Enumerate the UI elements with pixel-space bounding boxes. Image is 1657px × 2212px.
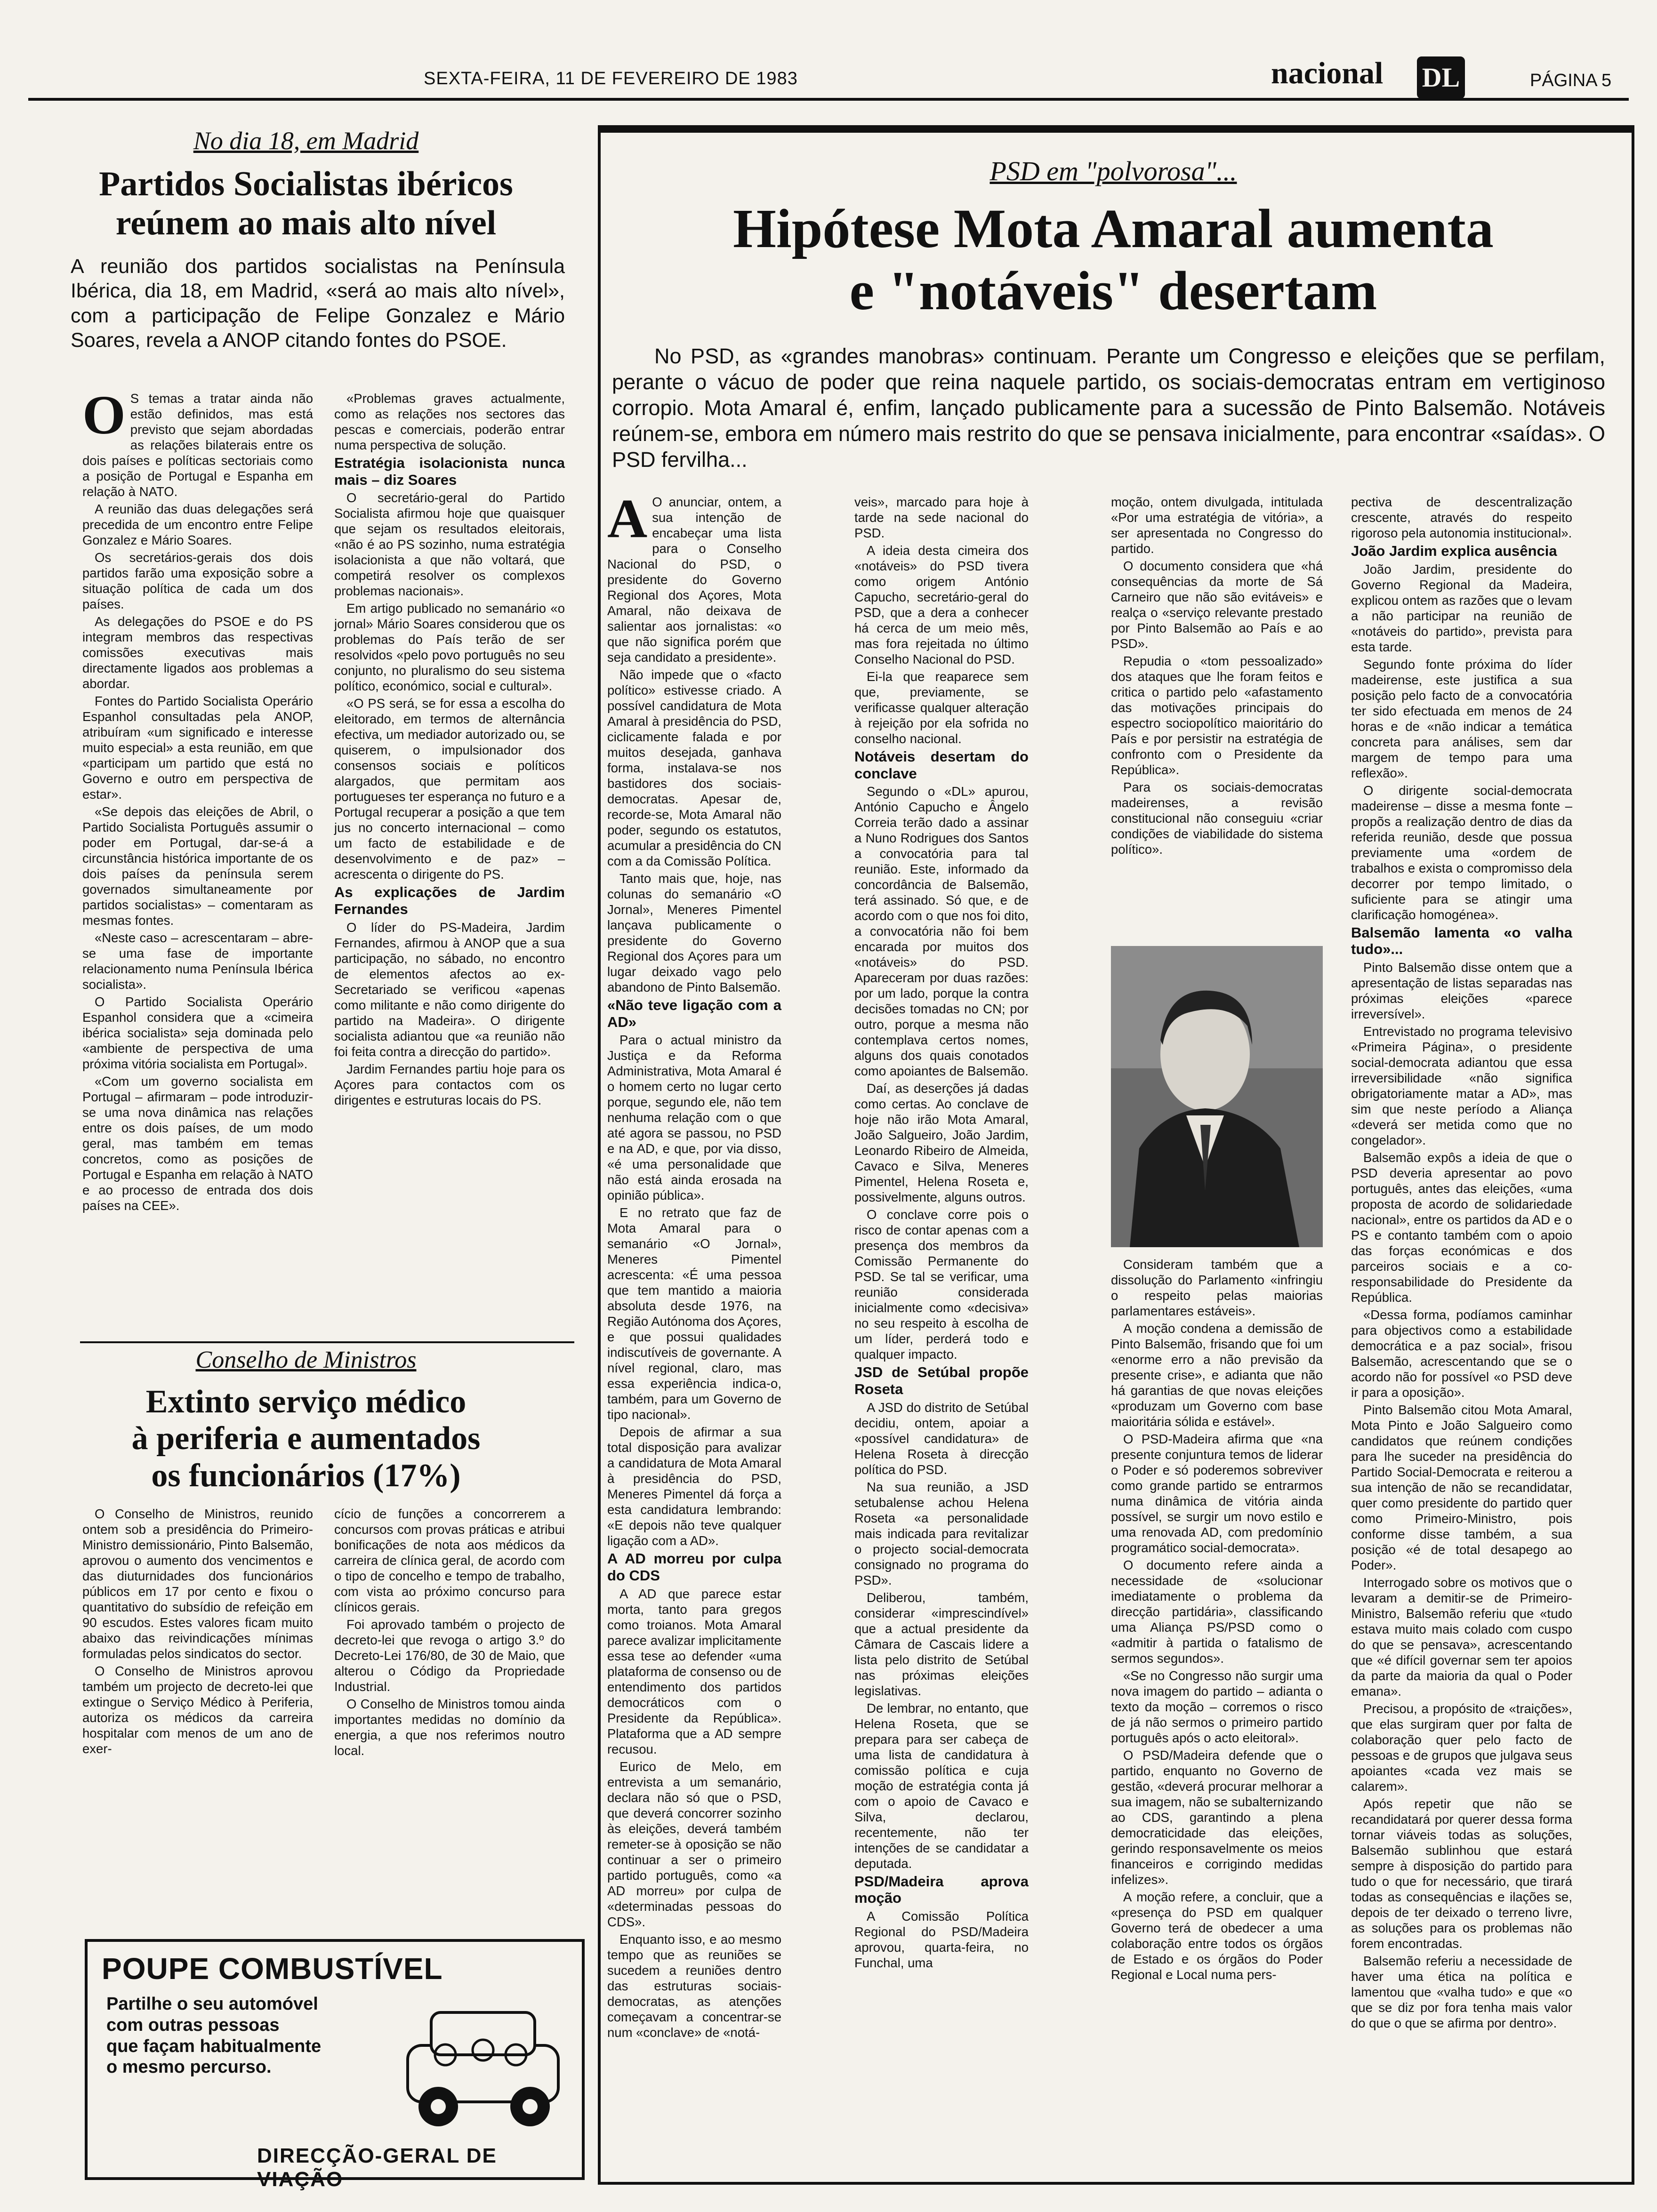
paragraph: O PSD/Madeira defende que o partido, enquanto no Governo de gestão, «deverá procurar melhorar a sua imagem, não se subalternizando ao CDS, garantindo a plena democraticidade das eleições, gerindo responsavelmente os meios financeiros e corrigindo medidas infelizes». xyxy=(1111,1748,1323,1887)
article3-subhead-ad: «Não teve ligação com a AD» xyxy=(607,997,781,1030)
advert-body: Partilhe o seu automóvel com outras pessoas que façam habitualmente o mesmo percurso. xyxy=(106,1994,322,2077)
paragraph: Tanto mais que, hoje, nas colunas do semanário «O Jornal», Meneres Pimentel lançava publicamente o presidente do Governo Regional dos Açores para um lugar deixado vago pelo abandono de Pinto Balsemão. xyxy=(607,871,781,994)
article1-headline-line1: Partidos Socialistas ibéricos xyxy=(99,165,513,203)
article1-kicker: No dia 18, em Madrid xyxy=(193,127,419,155)
advert-footer: DIRECÇÃO-GERAL DE VIAÇÃO xyxy=(257,2144,497,2191)
car-cartoon-icon xyxy=(394,1984,572,2140)
paragraph: «O PS será, se for essa a escolha do eleitorado, em termos de alternância efectiva, um mediador autorizado ou, se quiserem, o impulsionador dos consensos sociais e políticos alargados, que permitam aos portugueses ter esperança no futuro e a Portugal recuperar a posição a que tem jus no concerto internacional – como um facto de estabilidade e de desenvolvimento e de paz» – acrescenta o dirigente do PS. xyxy=(334,696,565,882)
advert-title: POUPE COMBUSTÍVEL xyxy=(102,1952,443,1986)
paragraph: As delegações do PSOE e do PS integram membros das respectivas comissões executivas mais directamente ligados aos problemas a abordar. xyxy=(82,614,313,691)
paragraph: Para os sociais-democratas madeirenses, a revisão constitucional não conseguiu «criar condições de viabilidade do sistema político». xyxy=(1111,780,1323,857)
paragraph: «Neste caso – acrescentaram – abre-se uma fase de importante relacionamento numa Península Ibérica socialista». xyxy=(82,930,313,992)
paragraph: Balsemão referiu a necessidade de haver uma ética na política e lamentou que «valha tudo» e que «o que se diz por fora tenha mais valor do que o que se afirma por dentro». xyxy=(1351,1953,1572,2030)
paragraph: João Jardim, presidente do Governo Regional da Madeira, explicou ontem as razões que o levam a não participar na reunião de «notáveis do partido», prevista para esta tarde. xyxy=(1351,561,1572,654)
paragraph: De lembrar, no entanto, que Helena Roseta, que se prepara para ser cabeça de uma lista de candidatura à comissão política e cuja moção de estratégia conta já com o apoio de Cavaco e Silva, declarou, recentemente, não ter intenções de se candidatar a deputada. xyxy=(854,1700,1029,1871)
paragraph: veis», marcado para hoje à tarde na sede nacional do PSD. xyxy=(854,495,1029,540)
article1-headline xyxy=(28,165,584,243)
article2-headline-line2: à periferia e aumentados xyxy=(131,1420,481,1457)
paragraph: A moção refere, a concluir, que a «presença do PSD em qualquer Governo terá de obedecer a uma colaboração entre todos os órgãos de Estado e os órgãos do Poder Regional e Local numa pers- xyxy=(1111,1890,1323,1982)
paragraph: Após repetir que não se recandidatará por querer dessa forma tornar viáveis todas as soluções, Balsemão sublinhou que estará sempre à disposição do partido para tudo o que for necessário, que tirará todas as consequências e ilações se, depois de ter deixado o terreno livre, as soluções para os problemas não forem encontradas. xyxy=(1351,1796,1572,1951)
article1-column2 xyxy=(334,391,565,1110)
paragraph: Jardim Fernandes partiu hoje para os Açores para contactos com os dirigentes e estruturas locais do PS. xyxy=(334,1061,565,1107)
article3-column4 xyxy=(1351,494,1572,2033)
article1-column1: O S temas a tratar ainda não estão definidos, mas está previsto que sejam abordadas as relações bilaterais entre os dois países e políticas sectoriais como a posição de Portugal e Espanha em relação à NATO. A reunião das duas delegações será precedida de um encontro entre Felipe Gonzalez e Mário Soares. Os secretários-gerais dos dois partidos farão uma exposição sobre a situação política de cada um dos países. As delegações do PSOE e do PS integram membros das respectivas comissões executivas mais directamente ligados aos problemas a abordar. Fontes do Partido Socialista Operário Espanhol consultadas pela ANOP, atribuíram «um significado e interesse muito especial» a esta reunião, em que «participam um partido que está no Governo e outro em perspectiva de estar». «Se depois das eleições de Abril, o Partido Socialista Português assumir o poder em Portugal, dar-se-á a circunstância histórica importante de os dois países da península serem governados simultaneamente por partidos socialistas» – comentaram as mesmas fontes. «Neste caso – acrescentaram – abre-se uma fase de importante relacionamento numa Península Ibérica socialista». O Partido Socialista Operário Espanhol considera que a «cimeira ibérica socialista» seja dominada pelo «ambiente de perspectiva de uma próxima vitória socialista em Portugal». «Com um governo socialista em Portugal – afirmaram – pode introduzir-se uma nova dinâmica nas relações entre os dois países, de um modo geral, mas também em temas concretos, como as posições de Portugal e Espanha em relação à NATO e ao processo de entrada dos dois países na CEE». xyxy=(82,384,313,1213)
paragraph: Ei-la que reaparece sem que, previamente, se verificasse qualquer alteração à rejeição por ela sofrida no conselho nacional. xyxy=(854,669,1029,746)
paragraph: O líder do PS-Madeira, Jardim Fernandes, afirmou à ANOP que a sua participação, no sábado, no encontro de elementos afectos ao ex-Secretariado se verificou «apenas como militante e não como dirigente do partido na Madeira». O dirigente socialista adiantou que «a reunião não foi feita contra a direcção do partido». xyxy=(334,920,565,1059)
article-divider xyxy=(80,1341,574,1343)
newspaper-logo-icon: DL xyxy=(1417,56,1465,99)
article3-subhead-jardim: João Jardim explica ausência xyxy=(1351,543,1557,559)
article2-kicker: Conselho de Ministros xyxy=(195,1346,417,1373)
paragraph: O Conselho de Ministros, reunido ontem sob a presidência do Primeiro-Ministro demissionário, Pinto Balsemão, aprovou o aumento dos vencimentos e das diuturnidades dos funcionários públicos em 17 por cento e fixou o quantitativo do subsídio de refeição em 90 escudos. Estes valores ficam muito abaixo das reivindicações mínimas formuladas pelos sindicatos do sector. xyxy=(82,1507,313,1661)
article3-column3-top xyxy=(1111,494,1323,859)
paragraph: A reunião das duas delegações será precedida de um encontro entre Felipe Gonzalez e Mário Soares. xyxy=(82,502,313,547)
paragraph: Segundo fonte próxima do líder madeirense, este justifica a sua posição pelo facto de a convocatória ter sido efectuada em menos de 24 horas e de «não indicar a temática concreta para análises, sem dar margem de tempo para uma reflexão». xyxy=(1351,657,1572,780)
paragraph: O documento considera que «há consequências da morte de Sá Carneiro que não são evitáveis» e realça o «serviço relevante prestado por Pinto Balsemão ao País e ao PSD». xyxy=(1111,559,1323,651)
paragraph: Para o actual ministro da Justiça e da Reforma Administrativa, Mota Amaral é o homem certo no lugar certo porque, segundo ele, não tem nenhuma relação com o que até agora se passou, no PSD e na AD, e que, por via disso, «é uma personalidade que não está ainda erosada na opinião pública». xyxy=(607,1033,781,1203)
paragraph: O PSD-Madeira afirma que «na presente conjuntura temos de liderar o Poder e só poderemos sobreviver como grande partido se entrarmos numa dinâmica de vitória ainda possível, se surgir um novo estilo e uma renovada AD, com predomínio programático social-democrata». xyxy=(1111,1432,1323,1555)
article2-headline xyxy=(28,1384,584,1494)
paragraph: Em artigo publicado no semanário «o jornal» Mário Soares considerou que os problemas do País terão de ser resolvidos «pelo povo português no seu conjunto, no pluralismo do seu sistema político, económico, social e cultural». xyxy=(334,601,565,694)
paragraph: Segundo o «DL» apurou, António Capucho e Ângelo Correia terão dado a assinar a Nuno Rodrigues dos Santos a convocatória para tal reunião. Este, informado da concordância de Balsemão, terá assinado. Só que, e de acordo com o que nos foi dito, a convocatória não foi bem encarada por muitos dos «notáveis» do PSD. Apareceram por duas razões: por um lado, porque la contra decisões tomadas no CN; por outro, porque a mesma não contemplava certos nomes, alguns dos quais conotados como apoiantes de Balsemão. xyxy=(854,784,1029,1079)
article1-dropcap: O xyxy=(82,384,126,446)
paragraph: O conclave corre pois o risco de contar apenas com a presença dos membros da Comissão Permanente do PSD. Se tal se verificar, uma reunião considerada inicialmente como «decisiva» no seu respeito à escolha de um líder, perderá todo e qualquer impacto. xyxy=(854,1207,1029,1362)
paragraph: A AD que parece estar morta, tanto para gregos como troianos. Mota Amaral parece avalizar implicitamente essa tese ao defender «uma plataforma de consenso ou de entendimento dos partidos democráticos com o Presidente da República». Plataforma que a AD sempre recusou. xyxy=(607,1586,781,1756)
article1-lead: A reunião dos partidos socialistas na Península Ibérica, dia 18, em Madrid, «será ao mais alto nível», com a participação de Felipe Gonzalez e Mário Soares, revela a ANOP citando fontes do PSOE. xyxy=(71,255,565,352)
section-name: nacional xyxy=(1271,56,1384,90)
article3-kicker: PSD em "polvorosa"... xyxy=(989,156,1237,186)
paragraph: Foi aprovado também o projecto de decreto-lei que revoga o artigo 3.º do Decreto-Lei 176/80, de 30 de Maio, que alterou o Código da Propriedade Industrial. xyxy=(334,1617,565,1694)
article3-subhead-cds: A AD morreu por culpa do CDS xyxy=(607,1550,781,1584)
paragraph: Precisou, a propósito de «traições», que elas surgiram quer por falta de colaboração quer pelo facto de pessoas e de grupos que julgava seus apoiantes «cada vez mais se calarem». xyxy=(1351,1701,1572,1794)
paragraph: Entrevistado no programa televisivo «Primeira Página», o presidente social-democrata adiantou que essa irreversibilidade «não significa obrigatoriamente matar a AD», mas sim que neste período a Aliança «deverá ser metida como que no congelador». xyxy=(1351,1024,1572,1147)
paragraph: A moção condena a demissão de Pinto Balsemão, frisando que foi um «enorme erro a não previsão da presente crise», e adianta que não há garantias de que novas eleições «produzam um Governo com base maioritária sólida e estável». xyxy=(1111,1321,1323,1429)
paragraph: Eurico de Melo, em entrevista a um semanário, declara não só que o PSD, que deverá concorrer sozinho às eleições, deverá também remeter-se à oposição se não continuar a ser o primeiro partido português, como «a AD morreu» por culpa de «determinadas pessoas do CDS». xyxy=(607,1759,781,1929)
article2-column1 xyxy=(82,1506,313,1758)
paragraph: O secretário-geral do Partido Socialista afirmou hoje que quaisquer que sejam os resultados eleitorais, «não é ao PS sozinho, numa estratégia isolacionista a que não voltará, que competirá resolver os complexos problemas nacionais». xyxy=(334,490,565,599)
article3-subhead-jsd: JSD de Setúbal propõe Roseta xyxy=(854,1364,1029,1397)
page-number: PÁGINA 5 xyxy=(1530,71,1612,90)
article1-subhead-jardim: As explicações de Jardim Fernandes xyxy=(334,884,565,917)
paragraph: A JSD do distrito de Setúbal decidiu, ontem, apoiar a «possível candidatura» de Helena Roseta à direcção política do PSD. xyxy=(854,1400,1029,1477)
header-rule xyxy=(28,98,1629,101)
portrait-figure-icon xyxy=(1111,946,1323,1247)
article3-subhead-notaveis: Notáveis desertam do conclave xyxy=(854,748,1029,782)
paragraph: Depois de afirmar a sua total disposição para avalizar a candidatura de Mota Amaral à presidência do PSD, Meneres Pimentel dá força a esta candidatura lembrando: «E depois não teve qualquer ligação com a AD». xyxy=(607,1425,781,1548)
paragraph: Pinto Balsemão disse ontem que a apresentação de listas separadas nas próximas eleições «parece irreversível». xyxy=(1351,960,1572,1021)
paragraph: O Conselho de Ministros tomou ainda importantes medidas no domínio da energia, a que nos referimos noutro local. xyxy=(334,1697,565,1758)
paragraph: Enquanto isso, e ao mesmo tempo que as reuniões se sucedem a reuniões dentro das estruturas sociais-democratas, as atenções começavam a concentrar-se num «conclave» de «notá- xyxy=(607,1931,781,2040)
paragraph: pectiva de descentralização crescente, através do respeito rigoroso pela autonomia institucional». xyxy=(1351,495,1572,540)
paragraph: moção, ontem divulgada, intitulada «Por uma estratégia de vitória», a ser apresentada no Congresso do partido. xyxy=(1111,495,1323,556)
paragraph: O Conselho de Ministros aprovou também um projecto de decreto-lei que extingue o Serviço Médico à Periferia, autoriza os médicos da carreira hospitalar com menos de um ano de exer- xyxy=(82,1664,313,1756)
paragraph: cício de funções a concorrerem a concursos com provas práticas e atribui bonificações de nota aos médicos da carreira de clínica geral, de acordo com o tipo de concelho e tempo de trabalho, com vista ao próximo concurso para clínicos gerais. xyxy=(334,1507,565,1614)
paragraph: «Dessa forma, podíamos caminhar para objectivos como a estabilidade democrática e a paz social», frisou Balsemão, acrescentando que se o acordo não for possível «o PSD deve ir para a oposição». xyxy=(1351,1307,1572,1400)
paragraph: Repudia o «tom pessoalizado» dos ataques que lhe foram feitos e critica o partido pelo «afastamento das motivações principais do espectro sociopolítico maioritário do País e por persistir na estratégia de confronto com o Presidente da República». xyxy=(1111,654,1323,777)
paragraph: Consideram também que a dissolução do Parlamento «infringiu o respeito pelas maiorias parlamentares estáveis». xyxy=(1111,1257,1323,1318)
article1-subhead-soares: Estratégia isolacionista nunca mais – diz Soares xyxy=(334,455,565,488)
issue-date: SEXTA-FEIRA, 11 DE FEVEREIRO DE 1983 xyxy=(424,69,798,88)
article1-headline-line2: reúnem ao mais alto nível xyxy=(115,203,497,242)
paragraph: Deliberou, também, considerar «imprescindível» que a actual presidente da Câmara de Cascais lidere a lista pelo distrito de Setúbal nas próximas eleições legislativas. xyxy=(854,1590,1029,1698)
article3-headline-line2: e "notáveis" desertam xyxy=(849,260,1377,322)
fuel-saving-advert xyxy=(85,1939,585,2191)
paragraph: Não impede que o «facto político» estivesse criado. A possível candidatura de Mota Amaral à presidência do PSD, ciclicamente falada e por muitos desejada, ganhava forma, instalava-se nos bastidores dos sociais-democratas. Apesar de, recorde-se, Mota Amaral não poder, segundo os estatutos, acumular a presidência do CN com a da Comissão Política. xyxy=(607,667,781,868)
paragraph: Daí, as deserções já dadas como certas. Ao conclave de hoje não irão Mota Amaral, João Salgueiro, João Jardim, Leonardo Ribeiro de Almeida, Cavaco e Silva, Meneres Pimentel, Helena Roseta e, possivelmente, alguns outros. xyxy=(854,1081,1029,1205)
paragraph: A Comissão Política Regional do PSD/Madeira aprovou, quarta-feira, no Funchal, uma xyxy=(854,1908,1029,1970)
paragraph: A ideia desta cimeira dos «notáveis» do PSD tivera como origem António Capucho, secretário-geral do PSD, que a dera a conhecer há cerca de um meio mês, mas fora rejeitada no último Conselho Nacional do PSD. xyxy=(854,543,1029,666)
paragraph: «Problemas graves actualmente, como as relações nos sectores das pescas e comerciais, poderão entrar numa perspectiva de solução. xyxy=(334,391,565,452)
paragraph: Pinto Balsemão citou Mota Amaral, Mota Pinto e João Salgueiro como candidatos que reúnem condições para lhe suceder na presidência do Partido Social-Democrata e reiterou a sua intenção de não se recandidatar, quer como presidente do partido quer como Primeiro-Ministro, pois conforme disse também, a sua posição «é de total desapego ao Poder». xyxy=(1351,1402,1572,1572)
article3-column3-bottom xyxy=(1111,1257,1323,1984)
paragraph: O documento refere ainda a necessidade de «solucionar imediatamente o problema da direcção partidária», classificando uma Aliança PS/PSD como o «admitir à partida o fatalismo de sermos segundos». xyxy=(1111,1558,1323,1666)
article3-dropcap: A xyxy=(607,488,648,549)
paragraph: O dirigente social-democrata madeirense – disse a mesma fonte – propõs a realização dentro de dias da referida reunião, desde que possua previamente uma «ordem de trabalhos e exista o compromisso dela decorrer por tempo limitado, o suficiente para se atingir uma clarificação homogénea». xyxy=(1351,783,1572,922)
paragraph: Balsemão expôs a ideia de que o PSD deveria apresentar ao povo português, antes das eleições, «uma proposta de acordo de solidariedade nacional», entre os partidos da AD e o PS e contanto também com o apoio das forças económicas e dos parceiros sociais e a co-responsabilidade do Presidente da República. xyxy=(1351,1150,1572,1305)
article2-headline-line3: os funcionários (17%) xyxy=(151,1457,461,1494)
paragraph: «Se depois das eleições de Abril, o Partido Socialista Português assumir o poder em Portugal, dar-se-á a circunstância histórica importante de os dois países da península serem governados simultaneamente por partidos socialistas» – comentaram as mesmas fontes. xyxy=(82,804,313,928)
feature-box-topbar xyxy=(598,125,1634,133)
paragraph: Fontes do Partido Socialista Operário Espanhol consultadas pela ANOP, atribuíram «um significado e interesse muito especial» a esta reunião, em que «participam um partido que está no Governo e outro em perspectiva de estar». xyxy=(82,694,313,801)
paragraph: Interrogado sobre os motivos que o levaram a demitir-se de Primeiro-Ministro, Balsemão referiu que «tudo estava muito mais colado com cuspo do que se pensava», acrescentando que «é difícil governar sem ter apoios da parte da maioria da qual o Poder emana». xyxy=(1351,1575,1572,1699)
article3-headline xyxy=(612,198,1615,322)
article3-headline-line1: Hipótese Mota Amaral aumenta xyxy=(733,198,1494,259)
portrait-photo xyxy=(1111,946,1323,1247)
article3-column1: A O anunciar, ontem, a sua intenção de encabeçar uma lista para o Conselho Nacional do PSD, o presidente do Governo Regional dos Açores, Mota Amaral, não deixava de salientar aos jornalistas: «o que não significa porém que seja candidato a presidente». Não impede que o «facto político» estivesse criado. A possível candidatura de Mota Amaral à presidência do PSD, ciclicamente falada e por muitos desejada, ganhava forma, instalava-se nos bastidores dos sociais-democratas. Apesar de, recorde-se, Mota Amaral não poder, segundo os estatutos, acumular a presidência do CN com a da Comissão Política. Tanto mais que, hoje, nas colunas do semanário «O Jornal», Meneres Pimentel lançava publicamente o presidente do Governo Regional dos Açores para um lugar deixado vago pelo abandono de Pinto Balsemão. «Não teve ligação com a AD» Para o actual ministro da Justiça e da Reforma Administrativa, Mota Amaral é o homem certo no lugar certo porque, segundo ele, não tem nenhuma relação com o que até agora se passou, no PSD e na AD, e que, por via disso, «é uma personalidade que não está ainda erosada na opinião pública». E no retrato que faz de Mota Amaral para o semanário «O Jornal», Meneres Pimentel acrescenta: «É uma pessoa que tem mantido a maioria absoluta desde 1976, na Região Autónoma dos Açores, e que possui qualidades indiscutíveis de governante. A nível regional, claro, mas essa experiência indica-o, também, para um Governo de tipo nacional». Depois de afirmar a sua total disposição para avalizar a candidatura de Mota Amaral à presidência do PSD, Meneres Pimentel dá força a esta candidatura lembrando: «E depois não teve qualquer ligação com a AD». A AD morreu por culpa do CDS A AD que parece estar morta, tanto para gregos como troianos. Mota Amaral parece avalizar implicitamente essa tese ao defender «uma plataforma de consenso ou de entendimento dos partidos democráticos com o Presidente da República». Plataforma que a AD sempre recusou. Eurico de Melo, em entrevista a um semanário, declara não só que o PSD, que deverá concorrer sozinho às eleições, deverá também remeter-se à oposição se não continuar a ser o primeiro partido português, como «a AD morreu» por culpa de «determinadas pessoas do CDS». Enquanto isso, e ao mesmo tempo que as reuniões se sucedem a reuniões dentro das estruturas sociais-democratas, as atenções começavam a concentrar-se num «conclave» de «notá- xyxy=(607,488,781,2040)
paragraph: «Com um governo socialista em Portugal – afirmaram – pode introduzir-se uma nova dinâmica nas relações entre os dois países, de um modo geral, mas também em temas concretos, como as posições de Portugal e Espanha em relação à NATO e ao processo de entrada dos dois países na CEE». xyxy=(82,1074,313,1213)
article2-column2 xyxy=(334,1506,565,1760)
paragraph: E no retrato que faz de Mota Amaral para o semanário «O Jornal», Meneres Pimentel acrescenta: «É uma pessoa que tem mantido a maioria absoluta desde 1976, na Região Autónoma dos Açores, e que possui qualidades indiscutíveis de governante. A nível regional, claro, mas essa experiência indica-o, também, para um Governo de tipo nacional». xyxy=(607,1205,781,1422)
paragraph: Os secretários-gerais dos dois partidos farão uma exposição sobre a situação política de cada um dos países. xyxy=(82,550,313,611)
article3-column2 xyxy=(854,494,1029,1972)
paragraph: «Se no Congresso não surgir uma nova imagem do partido – adianta o texto da moção – corremos o risco de já não sermos o primeiro partido português após o acto eleitoral». xyxy=(1111,1668,1323,1745)
article3-subhead-madeira: PSD/Madeira aprova moção xyxy=(854,1873,1029,1907)
article3-subhead-balsemao: Balsemão lamenta «o valha tudo»... xyxy=(1351,924,1572,958)
paragraph: Na sua reunião, a JSD setubalense achou Helena Roseta «a personalidade mais indicada para revitalizar o projecto social-democrata consignado no programa do PSD». xyxy=(854,1479,1029,1587)
article2-headline-line1: Extinto serviço médico xyxy=(145,1384,467,1420)
article3-lead: No PSD, as «grandes manobras» continuam. Perante um Congresso e eleições que se perfilam, perante o vácuo de poder que reina naquele partido, os sociais-democratas entram em vertiginoso corropio. Mota Amaral é, enfim, lançado publicamente para a sucessão de Pinto Balsemão. Notáveis reúnem-se, embora em número mais restrito do que se pensava inicialmente, para encontrar «saídas». O PSD fervilha... xyxy=(612,344,1605,472)
paragraph: O Partido Socialista Operário Espanhol considera que a «cimeira ibérica socialista» seja dominada pelo «ambiente de perspectiva de uma próxima vitória socialista em Portugal». xyxy=(82,994,313,1071)
